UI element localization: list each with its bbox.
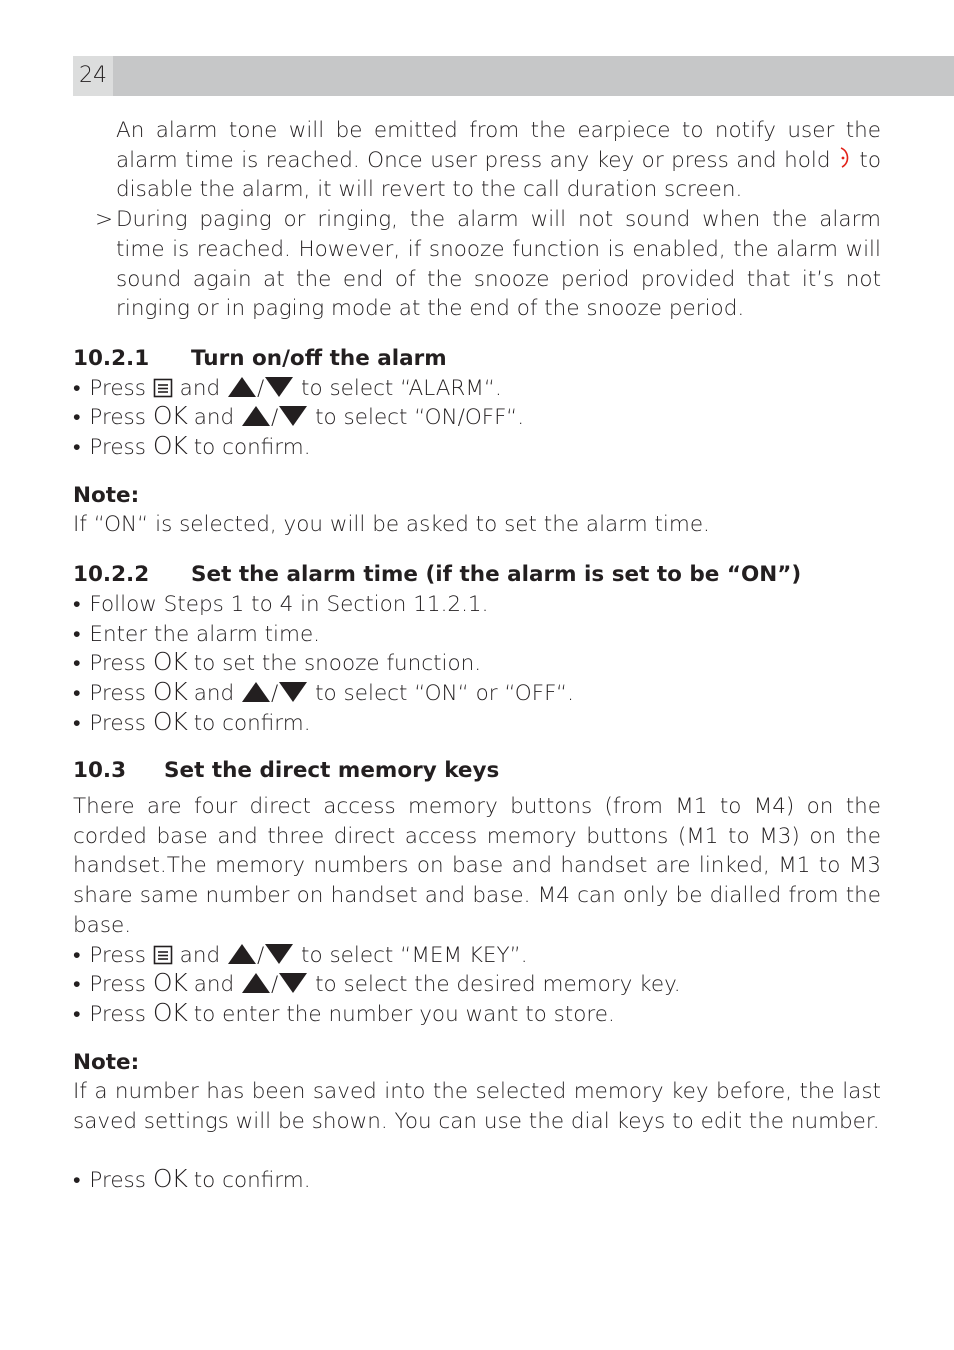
step-item: • Press and / to select “ALARM“. (73, 375, 502, 401)
step-item: • Follow Steps 1 to 4 in Section 11.2.1. (73, 591, 489, 617)
end-call-icon (838, 146, 852, 170)
up-arrow-icon (227, 943, 257, 965)
note-text: If “ON“ is selected, you will be asked to set the alarm time. (73, 512, 710, 538)
note-label: Note: (73, 1049, 140, 1075)
section-heading-10-2-1: 10.2.1 Turn on/off the alarm (73, 345, 447, 371)
menu-icon (153, 378, 173, 398)
step-item: • Press OK and / to select “ON“ or “OFF“. (73, 676, 574, 706)
note-label: Note: (73, 482, 140, 508)
section-heading-10-3: 10.3 Set the direct memory keys (73, 758, 500, 784)
note-text: If a number has been saved into the selected memory key before, the last saved settings will be shown. You can use the dial keys to edit the number. (73, 1079, 881, 1135)
intro-paragraph: An alarm tone will be emitted from the earpiece to notify user the alarm time is reached. Once user press any key or press and hold to disable the alarm, it will revert to the call duration screen. (116, 118, 881, 203)
up-arrow-icon (241, 681, 271, 703)
step-item: • Press and / to select “MEM KEY”. (73, 942, 528, 968)
ok-key-icon: OK (152, 1163, 187, 1193)
up-arrow-icon (227, 376, 257, 398)
page-header-bar (73, 56, 954, 96)
step-item: • Enter the alarm time. (73, 621, 321, 647)
up-arrow-icon (241, 972, 271, 994)
ok-key-icon: OK (152, 647, 187, 677)
step-item: • Press OK to confirm. (73, 1163, 311, 1193)
menu-icon (153, 945, 173, 965)
page-content (73, 116, 881, 1196)
section-heading-10-2-2: 10.2.2 Set the alarm time (if the alarm is set to be “ON”) (73, 562, 802, 588)
ok-key-icon: OK (152, 968, 187, 998)
down-arrow-icon (264, 376, 294, 398)
down-arrow-icon (278, 681, 308, 703)
page-number: 24 (73, 56, 113, 96)
step-item: • Press OK to set the snooze function. (73, 647, 482, 677)
ok-key-icon: OK (152, 997, 187, 1027)
step-item: • Press OK and / to select “ON/OFF“. (73, 401, 525, 431)
ok-key-icon: OK (152, 431, 187, 461)
step-item: • Press OK to enter the number you want to store. (73, 997, 615, 1027)
down-arrow-icon (278, 972, 308, 994)
down-arrow-icon (278, 405, 308, 427)
step-item: • Press OK to confirm. (73, 706, 311, 736)
ok-key-icon: OK (152, 676, 187, 706)
paging-note: > During paging or ringing, the alarm will not sound when the alarm time is reached. However, if snooze function is enabled, the alarm will sound again at the end of the snooze period provided that it’s not ringing or in paging mode at the end of the snooze period. (95, 207, 881, 322)
gt-marker: > (95, 207, 114, 233)
step-item: • Press OK to confirm. (73, 431, 311, 461)
step-item: • Press OK and / to select the desired memory key. (73, 968, 681, 998)
ok-key-icon: OK (152, 706, 187, 736)
memory-keys-paragraph: There are four direct access memory buttons (from M1 to M4) on the corded base and three direct access memory buttons (M1 to M3) on the handset.The memory numbers on base and handset are linked, M1 to M3 share same number on handset and base. M4 can only be dialled from the base. (73, 794, 881, 938)
down-arrow-icon (264, 943, 294, 965)
ok-key-icon: OK (152, 401, 187, 431)
up-arrow-icon (241, 405, 271, 427)
